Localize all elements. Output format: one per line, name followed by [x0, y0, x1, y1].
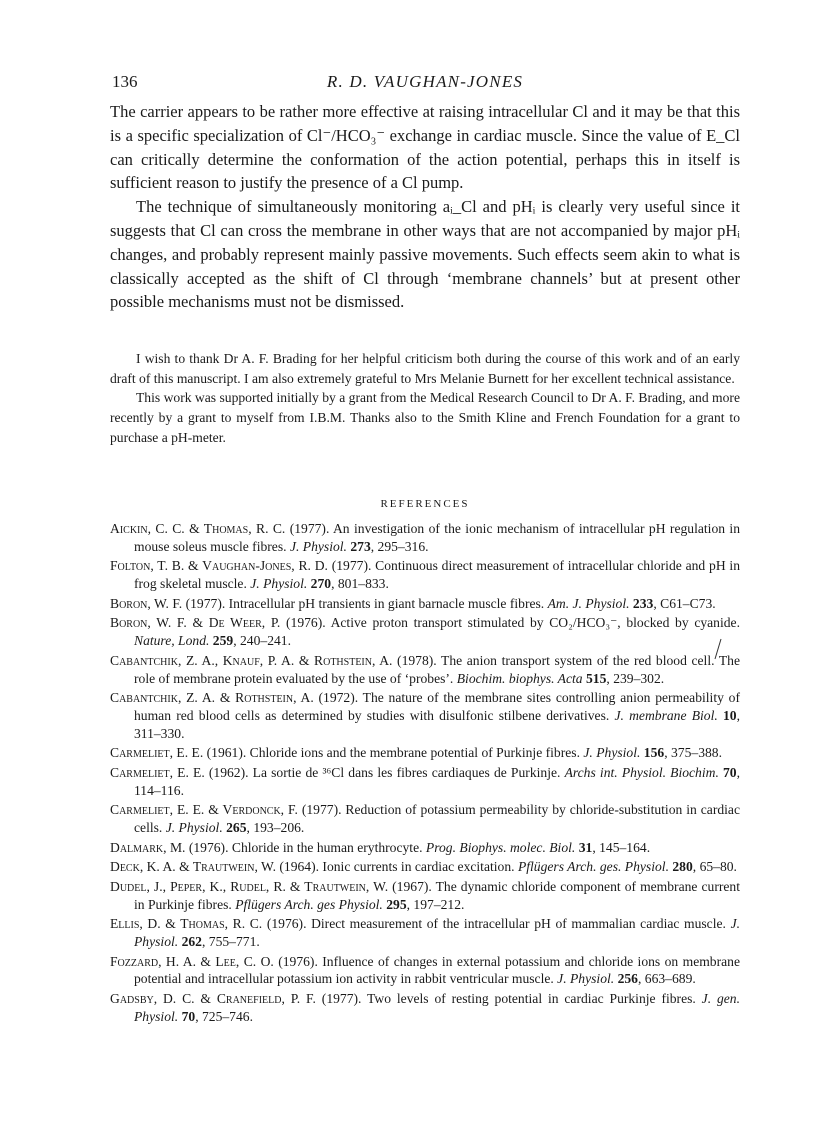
reference-authors: Carmeliet, E. E.	[110, 764, 205, 780]
reference-text: (1964). Ionic currents in cardiac excitation.	[275, 859, 518, 875]
reference-volume: 256	[614, 971, 638, 987]
reference-journal: J. Physiol.	[250, 576, 308, 592]
reference-volume: 295	[382, 896, 407, 912]
reference-authors: Folton, T. B. & Vaughan-Jones, R. D.	[110, 558, 328, 574]
reference-journal: J. membrane Biol.	[614, 708, 718, 724]
reference-text: (1976). Direct measurement of the intracellular pH of mammalian cardiac muscle.	[262, 916, 731, 932]
page-header	[110, 72, 740, 96]
reference-text: (1978). The anion transport system of the red blood cell. The role of membrane protein evaluated by the use of ‘probes’.	[134, 652, 740, 686]
reference-pages: , 114–116.	[134, 764, 740, 798]
reference-journal: Pflügers Arch. ges. Physiol.	[517, 859, 669, 875]
reference-text: (1962). La sortie de ³⁶Cl dans les fibres cardiaques de Purkinje.	[204, 764, 565, 780]
reference-item	[110, 595, 740, 613]
reference-item	[110, 990, 740, 1026]
reference-volume: 273	[346, 538, 371, 554]
reference-text: (1972). The nature of the membrane sites controlling anion permeability of human red blood cells as determined by studies with disulfonic stilbene derivatives.	[134, 690, 740, 724]
reference-item	[110, 689, 740, 743]
reference-pages: , 755–771.	[201, 934, 260, 950]
body-text	[110, 100, 740, 314]
reference-volume: 280	[668, 859, 693, 875]
reference-authors: Gadsby, D. C. & Cranefield, P. F.	[110, 990, 316, 1006]
reference-authors: Ellis, D. & Thomas, R. C.	[110, 916, 263, 932]
reference-volume: 156	[640, 745, 665, 761]
reference-item	[110, 652, 740, 688]
reference-volume: 270	[307, 576, 332, 592]
reference-authors: Boron, W. F.	[110, 595, 183, 611]
running-head: R. D. VAUGHAN-JONES	[326, 72, 524, 91]
acknowledgements	[110, 349, 740, 448]
page-number: 136	[112, 72, 138, 91]
reference-volume: 265	[222, 820, 247, 836]
reference-pages: , 239–302.	[606, 670, 665, 686]
reference-item	[110, 878, 740, 914]
pen-stroke-icon	[713, 638, 723, 660]
reference-journal: Biochim. biophys. Acta	[456, 670, 583, 686]
references-heading: REFERENCES	[380, 498, 470, 510]
reference-pages: , C61–C73.	[653, 595, 716, 611]
reference-item	[110, 614, 740, 650]
reference-text: (1977). An investigation of the ionic mechanism of intracellular pH regulation in mouse soleus muscle fibres.	[134, 521, 741, 554]
reference-pages: , 663–689.	[637, 971, 696, 987]
references-list	[110, 520, 740, 1027]
reference-text: (1976). Chloride in the human erythrocyte.	[185, 839, 426, 855]
reference-pages: , 801–833.	[331, 576, 389, 592]
reference-text: (1976). Influence of changes in external potassium and chloride ions on membrane potential and intracellular potassium ion activity in rabbit ventricular muscle.	[134, 953, 740, 987]
reference-journal: J. Physiol.	[583, 745, 641, 761]
reference-text: (1961). Chloride ions and the membrane potential of Purkinje fibres.	[203, 745, 584, 761]
reference-journal: Pflügers Arch. ges Physiol.	[235, 896, 383, 912]
reference-authors: Cabantchik, Z. A. & Rothstein, A.	[110, 690, 314, 706]
reference-text: (1977). Continuous direct measurement of intracellular chloride and pH in frog skeletal muscle.	[134, 558, 741, 592]
reference-text: (1967). The dynamic chloride component of membrane current in Purkinje fibres.	[134, 878, 740, 912]
reference-authors: Fozzard, H. A. & Lee, C. O.	[110, 953, 274, 969]
reference-volume: 515	[582, 670, 607, 686]
reference-volume: 70	[178, 1008, 196, 1024]
reference-volume: 31	[575, 839, 593, 855]
reference-journal: Archs int. Physiol. Biochim.	[564, 764, 719, 780]
acknowledgement-paragraph-2: This work was supported initially by a grant from the Medical Research Council to Dr A. F. Brading, and more recently by a grant to myself from I.B.M. Thanks also to the Smith Kline and French Foundation for a grant to purchase a pH-meter.	[110, 390, 740, 445]
reference-item	[110, 764, 740, 800]
reference-pages: , 65–80.	[692, 859, 737, 875]
reference-volume: 70	[718, 764, 737, 780]
reference-volume: 10	[717, 708, 737, 724]
body-paragraph-2: The technique of simultaneously monitoring aᵢ_Cl and pHᵢ is clearly very useful since it suggests that Cl can cross the membrane in other ways that are not accompanied by major pHᵢ changes, and probably represent mainly passive movements. Such effects seem akin to what is classically accepted as the shift of Cl through ‘membrane channels’ but at present other possible mechanisms must not be dismissed.	[110, 197, 740, 312]
reference-authors: Carmeliet, E. E. & Verdonck, F.	[110, 802, 298, 818]
reference-journal: J. Physiol.	[165, 820, 223, 836]
reference-pages: , 725–746.	[195, 1008, 253, 1024]
reference-pages: , 197–212.	[406, 896, 465, 912]
reference-pages: , 240–241.	[233, 633, 291, 649]
reference-item	[110, 953, 740, 989]
reference-item	[110, 915, 740, 951]
reference-journal: Prog. Biophys. molec. Biol.	[425, 839, 576, 855]
reference-authors: Boron, W. F. & De Weer, P.	[110, 615, 281, 631]
reference-pages: , 311–330.	[134, 708, 740, 741]
reference-item	[110, 839, 740, 857]
reference-authors: Carmeliet, E. E.	[110, 745, 204, 761]
reference-authors: Cabantchik, Z. A., Knauf, P. A. & Rothstein, A.	[110, 652, 393, 668]
acknowledgement-paragraph-1: I wish to thank Dr A. F. Brading for her helpful criticism both during the course of this work and of an early draft of this manuscript. I am also extremely grateful to Mrs Melanie Burnett for her excellent technical assistance.	[110, 351, 740, 386]
reference-item	[110, 744, 740, 762]
reference-text: (1976). Active proton transport stimulated by CO₂/HCO₃⁻, blocked by cyanide.	[280, 615, 740, 631]
reference-item	[110, 520, 740, 556]
body-paragraph-1: The carrier appears to be rather more effective at raising intracellular Cl and it may be that this is a specific specialization of Cl⁻/HCO₃⁻ exchange in cardiac muscle. Since the value of E_Cl can critically determine the conformation of the action potential, perhaps this in itself is sufficient reason to justify the presence of a Cl pump.	[110, 102, 740, 193]
reference-journal: Am. J. Physiol.	[547, 595, 630, 611]
reference-volume: 259	[209, 633, 234, 649]
reference-pages: , 193–206.	[246, 820, 305, 836]
reference-item	[110, 858, 740, 876]
reference-pages: , 295–316.	[370, 538, 429, 554]
reference-text: (1977). Two levels of resting potential in cardiac Purkinje fibres.	[315, 990, 702, 1006]
reference-pages: , 375–388.	[664, 745, 722, 761]
reference-journal: Nature, Lond.	[134, 633, 210, 649]
pen-mark	[713, 638, 715, 658]
reference-item	[110, 557, 740, 593]
reference-journal: J. Physiol.	[557, 971, 615, 987]
reference-volume: 233	[629, 595, 654, 611]
reference-authors: Dalmark, M.	[110, 839, 186, 855]
reference-journal: J. Physiol.	[289, 538, 347, 554]
reference-text: (1977). Reduction of potassium permeability by chloride-substitution in cardiac cells.	[134, 802, 740, 836]
reference-item	[110, 801, 740, 837]
reference-journal: J. gen. Physiol.	[134, 990, 740, 1024]
reference-authors: Aickin, C. C. & Thomas, R. C.	[110, 521, 286, 536]
reference-text: (1977). Intracellular pH transients in giant barnacle muscle fibres.	[182, 595, 548, 611]
reference-volume: 262	[178, 934, 202, 950]
reference-authors: Dudel, J., Peper, K., Rudel, R. & Trautwein, W.	[110, 878, 389, 894]
reference-pages: , 145–164.	[592, 839, 651, 855]
reference-journal: J. Physiol.	[134, 916, 740, 950]
reference-authors: Deck, K. A. & Trautwein, W.	[110, 859, 276, 875]
